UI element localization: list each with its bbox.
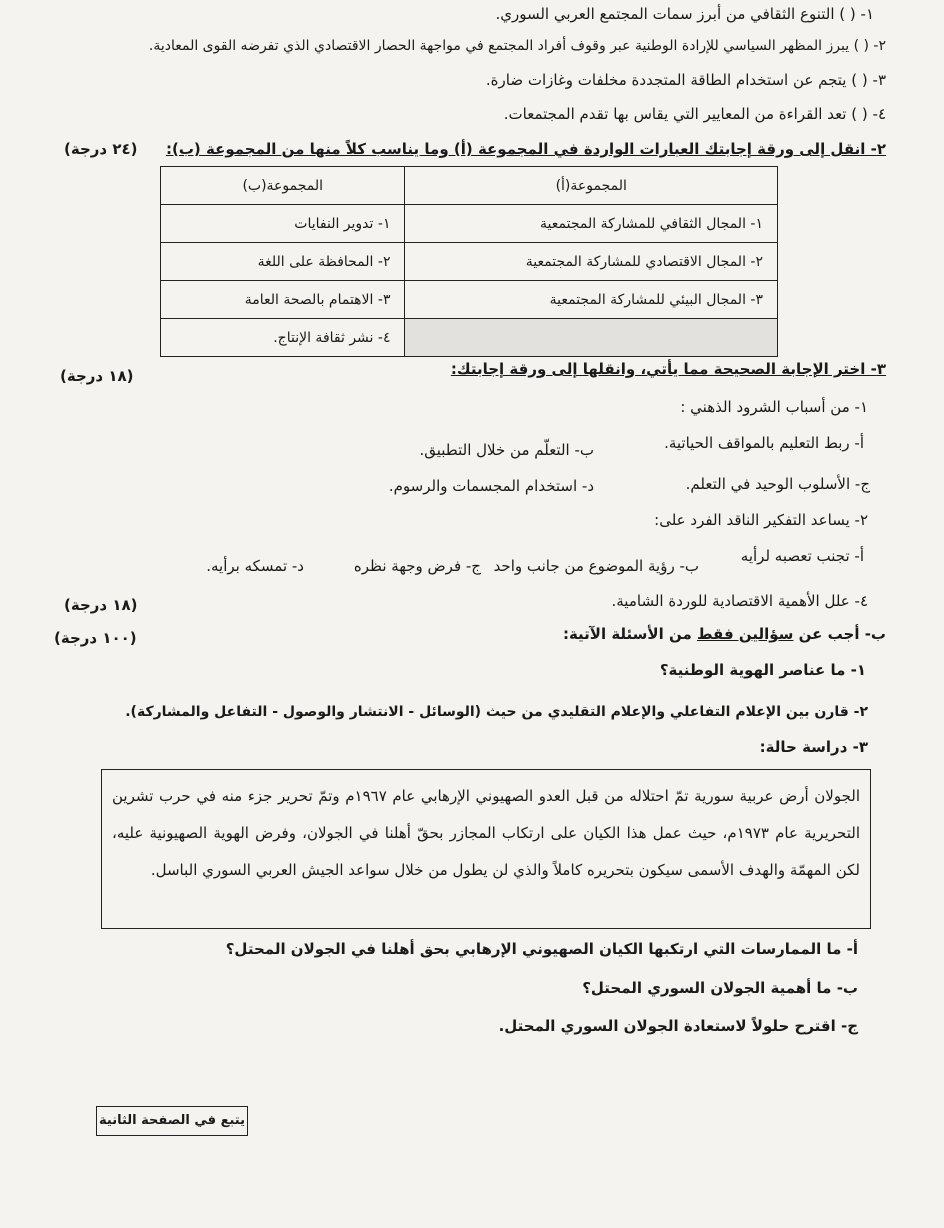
case-question-b: ب- ما أهمية الجولان السوري المحتل؟ xyxy=(582,979,858,997)
partB-title-suffix: من الأسئلة الآتية: xyxy=(562,625,692,643)
tf-item-3 xyxy=(486,70,886,90)
table-header-row xyxy=(161,167,778,205)
matching-table xyxy=(160,166,778,357)
tf-item-1-num: ١- ( xyxy=(849,5,874,23)
header-group-b: المجموعة(ب) xyxy=(161,167,405,205)
section4-grade: (١٨ درجة) xyxy=(64,596,138,614)
tf-item-4-num: ٤- ( xyxy=(861,105,886,123)
section2-title: ٢- انقل إلى ورقة إجابتك العبارات الواردة في المجموعة (أ) وما يناسب كلاً منها من المجموعة (ب): xyxy=(165,140,886,158)
cell-a-3: ٣- المجال البيئي للمشاركة المجتمعية xyxy=(405,281,778,319)
cell-a-2: ٢- المجال الاقتصادي للمشاركة المجتمعية xyxy=(405,243,778,281)
mcq-1-option-b: ب- التعلّم من خلال التطبيق. xyxy=(419,441,594,459)
cell-b-1: ١- تدوير النفايات xyxy=(161,205,405,243)
tf-item-4-text: ) تعد القراءة من المعايير التي يقاس بها تقدم المجتمعات. xyxy=(503,105,858,123)
mcq-2-option-a: أ- تجنب تعصبه لرأيه xyxy=(740,547,864,565)
mcq-2-option-b: ب- رؤية الموضوع من جانب واحد xyxy=(493,557,699,575)
mcq-1-option-d: د- استخدام المجسمات والرسوم. xyxy=(388,477,594,495)
case-study-box: الجولان أرض عربية سورية تمّ احتلاله من قبل العدو الصهيوني الإرهابي عام ١٩٦٧م وتمّ تحرير جزء منه في حرب تشرين التحريرية عام ١٩٧٣م، حيث عمل هذا الكيان على ارتكاب المجازر بحقّ أهلنا في الجولان، وفرض الهوية الصهيونية عليه، لكن المهمّة والهدف الأسمى سيكون بتحريره كاملاً والذي لن يطول من خلال سواعد الجيش العربي السوري الباسل. xyxy=(101,769,871,929)
table-row xyxy=(161,205,778,243)
cell-a-1: ١- المجال الثقافي للمشاركة المجتمعية xyxy=(405,205,778,243)
cell-b-3: ٣- الاهتمام بالصحة العامة xyxy=(161,281,405,319)
partB-q1: ١- ما عناصر الهوية الوطنية؟ xyxy=(659,661,866,679)
tf-item-2-text: ) يبرز المظهر السياسي للإرادة الوطنية عبر وقوف أفراد المجتمع في مواجهة الحصار الاقتصادي الذي تفرضه القوى المعادية. xyxy=(148,38,860,54)
tf-item-2-num: ٢- ( xyxy=(863,38,886,54)
mcq-2-option-d: د- تمسكه برأيه. xyxy=(206,557,304,575)
tf-item-1 xyxy=(495,4,874,24)
section3-grade: (١٨ درجة) xyxy=(60,367,134,385)
mcq-1-option-c: ج- الأسلوب الوحيد في التعلم. xyxy=(685,475,870,493)
section2-grade: (٢٤ درجة) xyxy=(64,140,138,158)
cell-b-4: ٤- نشر ثقافة الإنتاج. xyxy=(161,319,405,357)
tf-item-3-num: ٣- ( xyxy=(861,71,886,89)
partB-title-emph: سؤالين فقط xyxy=(696,625,794,643)
tf-item-3-text: ) يتجم عن استخدام الطاقة المتجددة مخلفات وغازات ضارة. xyxy=(485,71,858,89)
cell-a-4 xyxy=(405,319,778,357)
mcq-1-stem: ١- من أسباب الشرود الذهني : xyxy=(680,398,868,416)
section3-title: ٣- اختر الإجابة الصحيحة مما يأتي، وانقلها إلى ورقة إجابتك: xyxy=(450,360,886,378)
tf-item-1-text: ) التنوع الثقافي من أبرز سمات المجتمع العربي السوري. xyxy=(495,5,846,23)
case-question-a: أ- ما الممارسات التي ارتكبها الكيان الصهيوني الإرهابي بحق أهلنا في الجولان المحتل؟ xyxy=(225,940,858,958)
table-row xyxy=(161,319,778,357)
partB-title-prefix: ب- أجب عن xyxy=(798,625,886,643)
partB-q3: ٣- دراسة حالة: xyxy=(759,738,868,756)
header-group-a: المجموعة(أ) xyxy=(405,167,778,205)
mcq-1-option-a: أ- ربط التعليم بالمواقف الحياتية. xyxy=(664,434,864,452)
table-row xyxy=(161,243,778,281)
tf-item-2 xyxy=(149,36,886,56)
partB-grade: (١٠٠ درجة) xyxy=(54,629,137,647)
table-row xyxy=(161,281,778,319)
partB-title xyxy=(563,624,886,644)
partB-q2: ٢- قارن بين الإعلام التفاعلي والإعلام التقليدي من حيث (الوسائل - الانتشار والوصول - التفاعل والمشاركة). xyxy=(125,704,868,720)
continue-note: يتبع في الصفحة الثانية xyxy=(96,1106,248,1136)
case-question-c: ج- اقترح حلولاً لاستعادة الجولان السوري المحتل. xyxy=(498,1017,858,1035)
mcq-2-stem: ٢- يساعد التفكير الناقد الفرد على: xyxy=(654,511,868,529)
section4-text: ٤- علل الأهمية الاقتصادية للوردة الشامية. xyxy=(611,592,868,610)
mcq-2-option-c: ج- فرض وجهة نظره xyxy=(353,557,481,575)
cell-b-2: ٢- المحافظة على اللغة xyxy=(161,243,405,281)
tf-item-4 xyxy=(504,104,886,124)
